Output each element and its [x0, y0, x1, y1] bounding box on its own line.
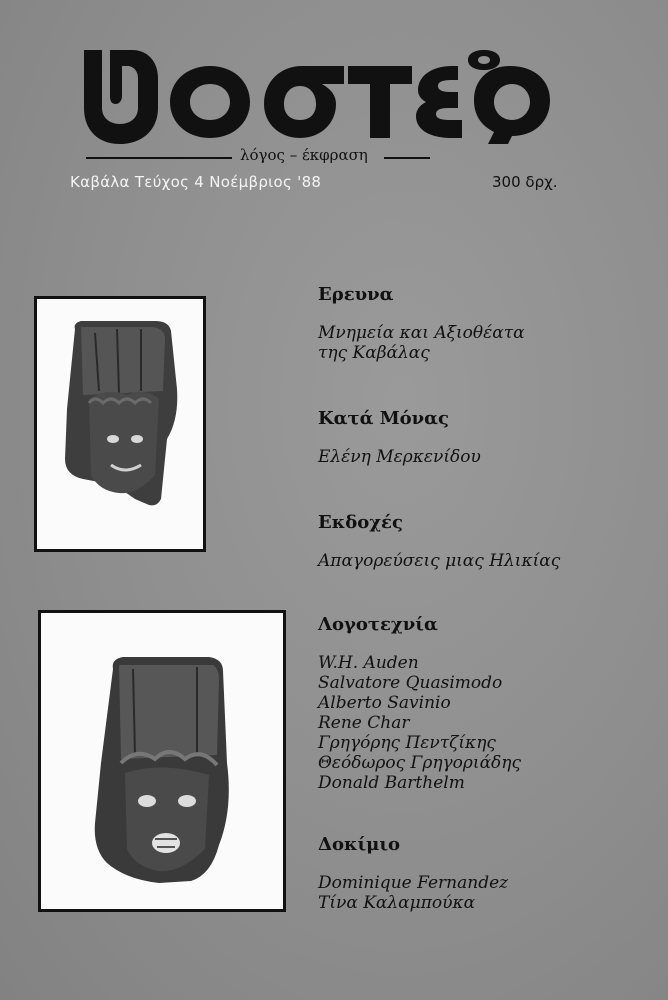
toc-section-research: [318, 284, 525, 363]
entry: Donald Barthelm: [318, 773, 465, 793]
issue-line: Καβάλα Τεύχος 4 Νοέμβριος '88: [70, 173, 322, 191]
entry: W.H. Auden: [318, 653, 419, 673]
photo-terracotta-head-2: [38, 610, 286, 912]
entry: Dominique Fernandez: [318, 873, 509, 893]
logo-text-hidden: [0, 0, 1, 1]
entry: Μνημεία και Αξιοθέατα: [318, 323, 525, 343]
entry: Γρηγόρης Πεντζίκης: [318, 733, 496, 753]
sculpture-image: [41, 613, 283, 909]
toc-section-ekdoches: [318, 512, 560, 571]
photo-terracotta-head-1: [34, 296, 206, 552]
price-label: 300 δρχ.: [492, 173, 558, 191]
entry: της Καβάλας: [318, 343, 430, 363]
masthead-logo: [80, 46, 558, 146]
subtitle-rule-left: [86, 157, 232, 159]
section-title: Κατά Μόνας: [318, 408, 449, 429]
entry: Ελένη Μερκενίδου: [318, 447, 481, 467]
subtitle: λόγος – έκφραση: [240, 146, 368, 164]
entry: Απαγορεύσεις μιας Ηλικίας: [318, 551, 561, 571]
toc-section-essay: [318, 834, 508, 913]
entry: Alberto Savinio: [318, 693, 451, 713]
entry: Τίνα Καλαμπούκα: [318, 893, 476, 913]
section-title: Εκδοχές: [318, 512, 403, 533]
section-title: Ερευνα: [318, 284, 394, 305]
section-title: Λογοτεχνία: [318, 614, 438, 635]
entry: Salvatore Quasimodo: [318, 673, 503, 693]
entry: Rene Char: [318, 713, 410, 733]
toc-section-kata-monas: [318, 408, 481, 467]
sculpture-image: [37, 299, 203, 549]
toc-section-literature: [318, 614, 521, 793]
entry: Θεόδωρος Γρηγοριάδης: [318, 753, 521, 773]
subtitle-rule-right: [384, 157, 430, 159]
section-title: Δοκίμιο: [318, 834, 401, 855]
logo-graphic: [80, 46, 558, 146]
